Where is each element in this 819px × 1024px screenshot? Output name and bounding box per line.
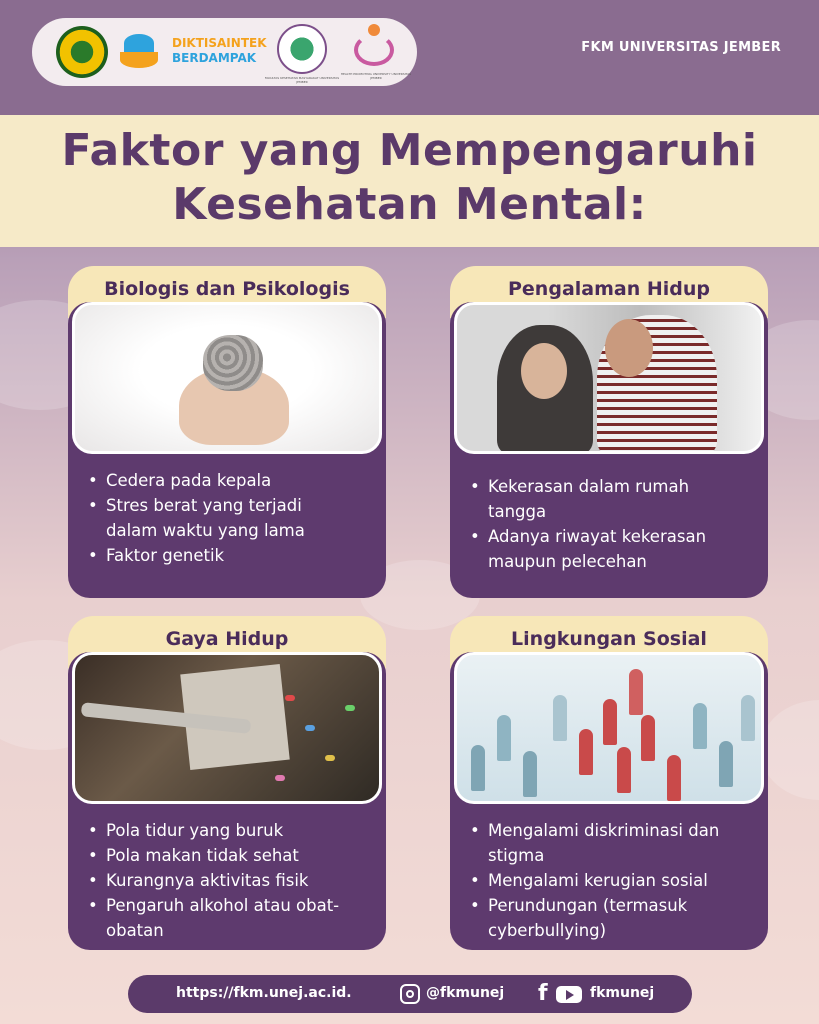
card-gaya-hidup bbox=[68, 616, 386, 950]
list-item: • Stres berat yang terjadi bbox=[86, 493, 305, 518]
list-item: • Kekerasan dalam rumah bbox=[468, 474, 706, 499]
website-link[interactable]: https://fkm.unej.ac.id. bbox=[176, 985, 352, 1001]
list-item-continuation: dalam waktu yang lama bbox=[106, 521, 305, 540]
card-heading: Pengalaman Hidup bbox=[508, 278, 710, 300]
logo-strip bbox=[32, 18, 417, 86]
crowd-figures-photo-icon bbox=[454, 652, 764, 804]
card-heading: Gaya Hidup bbox=[165, 628, 289, 650]
footer-contact-bar bbox=[128, 975, 692, 1013]
cloud-decoration bbox=[760, 700, 819, 800]
instagram-handle[interactable]: @fkmunej bbox=[426, 985, 505, 1001]
card-heading: Lingkungan Sosial bbox=[511, 628, 707, 650]
instagram-icon[interactable] bbox=[400, 984, 420, 1004]
list-item: • Pengaruh alkohol atau obat- bbox=[86, 893, 339, 918]
list-item: • Pola makan tidak sehat bbox=[86, 843, 339, 868]
health-promoting-caption: HEALTH PROMOTING UNIVERSITY UNIVERSITAS JEMBER bbox=[340, 72, 412, 80]
list-item: • Cedera pada kepala bbox=[86, 468, 305, 493]
list-item-continuation: stigma bbox=[488, 846, 545, 865]
social-handle[interactable]: fkmunej bbox=[590, 985, 655, 1001]
drugs-syringe-photo-icon bbox=[72, 652, 382, 804]
list-item-continuation: tangga bbox=[488, 502, 547, 521]
card-list bbox=[86, 818, 339, 943]
diktisaintek-line2: BERDAMPAK bbox=[172, 51, 257, 65]
list-item: • Pola tidur yang buruk bbox=[86, 818, 339, 843]
list-item: • Perundungan (termasuk bbox=[468, 893, 719, 918]
brand-label: FKM UNIVERSITAS JEMBER bbox=[581, 40, 781, 55]
faculty-logo-caption: FAKULTAS KESEHATAN MASYARAKAT UNIVERSITAS JEMBER bbox=[264, 76, 340, 84]
faculty-tree-logo-icon bbox=[277, 24, 327, 74]
diktisaintek-logo-text bbox=[172, 36, 267, 66]
list-item-continuation: obatan bbox=[106, 921, 164, 940]
card-pengalaman bbox=[450, 266, 768, 600]
page-title bbox=[0, 124, 819, 232]
card-lingkungan-sosial bbox=[450, 616, 768, 950]
list-item: • Mengalami diskriminasi dan bbox=[468, 818, 719, 843]
health-promoting-logo-icon bbox=[352, 24, 396, 70]
card-list bbox=[468, 474, 706, 574]
facebook-icon[interactable]: f bbox=[538, 981, 548, 1006]
diktisaintek-line1: DIKTISAINTEK bbox=[172, 36, 267, 50]
card-biologis bbox=[68, 266, 386, 600]
card-heading: Biologis dan Psikologis bbox=[104, 278, 350, 300]
card-list bbox=[468, 818, 719, 943]
list-item: • Adanya riwayat kekerasan bbox=[468, 524, 706, 549]
card-list bbox=[86, 468, 305, 568]
list-item-continuation: maupun pelecehan bbox=[488, 552, 647, 571]
title-line1: Faktor yang Mempengaruhi bbox=[61, 125, 758, 176]
title-line2: Kesehatan Mental: bbox=[172, 179, 647, 230]
brain-in-hands-photo-icon bbox=[72, 302, 382, 454]
shouting-couple-photo-icon bbox=[454, 302, 764, 454]
university-logo-icon bbox=[56, 26, 108, 78]
diktisaintek-logo-icon bbox=[120, 30, 162, 74]
list-item: • Faktor genetik bbox=[86, 543, 305, 568]
youtube-icon[interactable] bbox=[556, 986, 582, 1003]
list-item-continuation: cyberbullying) bbox=[488, 921, 607, 940]
list-item: • Mengalami kerugian sosial bbox=[468, 868, 719, 893]
list-item: • Kurangnya aktivitas fisik bbox=[86, 868, 339, 893]
